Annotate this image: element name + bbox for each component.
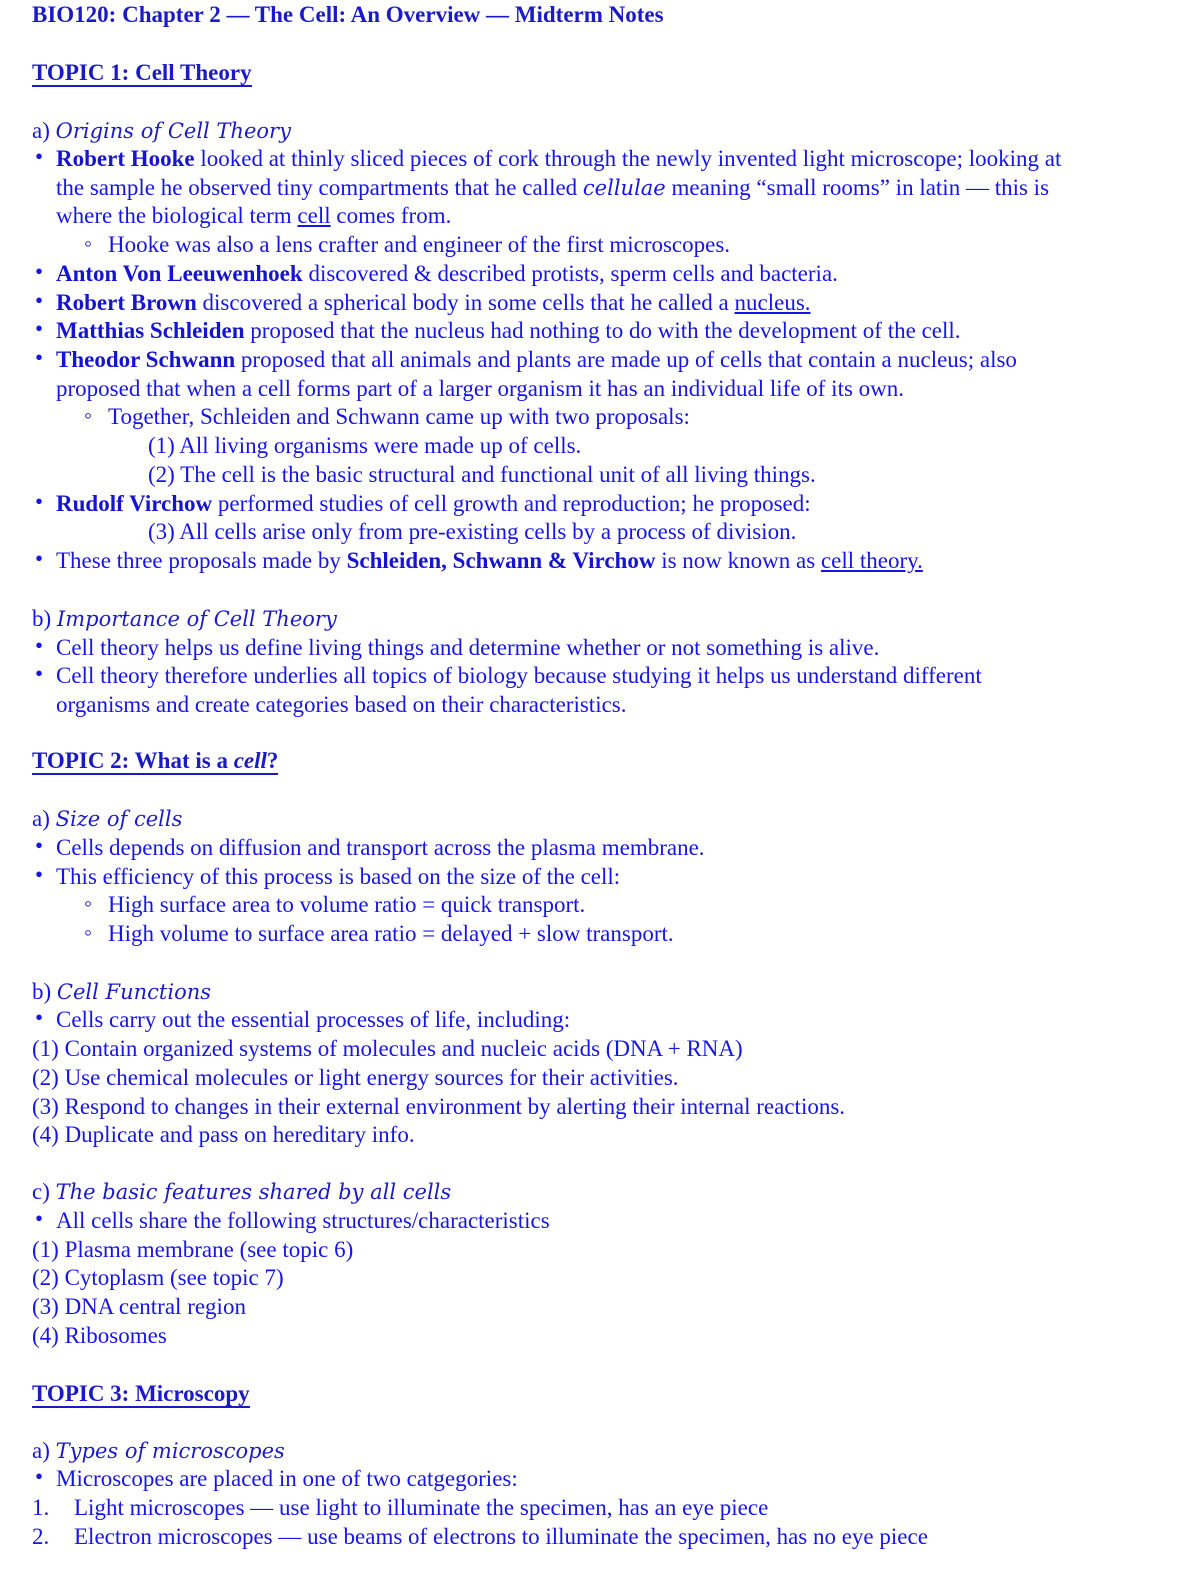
section-label: a) <box>32 118 50 143</box>
bullet-icon: • <box>34 633 44 658</box>
type-1: Light microscopes — use light to illuminate the specimen, has an eye piece <box>74 1495 769 1520</box>
importance-2b: organisms and create categories based on their characteristics. <box>56 692 627 717</box>
bullet-icon: • <box>34 259 44 284</box>
section-label: b) <box>32 979 52 1004</box>
sub-bullet-icon: ◦ <box>84 231 93 256</box>
section-title: Importance of Cell Theory <box>56 607 337 631</box>
sub-bullet-icon: ◦ <box>84 920 93 945</box>
func-intro: Cells carry out the essential processes of life, including: <box>56 1007 571 1032</box>
schwann-line1 <box>56 345 1017 374</box>
topic1-section-b <box>32 604 337 634</box>
bullet-icon: • <box>34 345 44 370</box>
schwann-text: proposed that all animals and plants are made up of cells that contain a nucleus; also <box>235 347 1017 372</box>
section-label: b) <box>32 606 52 631</box>
func-2: (2) Use chemical molecules or light energy sources for their activities. <box>32 1065 679 1090</box>
hooke-text: meaning “small rooms” in latin — this is <box>665 175 1050 200</box>
proposal-1: (1) All living organisms were made up of cells. <box>148 433 582 458</box>
size-1: Cells depends on diffusion and transport across the plasma membrane. <box>56 835 705 860</box>
topic2-heading-cell: cell <box>233 748 267 773</box>
sub-bullet-icon: ◦ <box>84 891 93 916</box>
brown-name: Robert Brown <box>56 290 197 315</box>
topic1-heading: TOPIC 1: Cell Theory <box>32 60 252 85</box>
topic2-section-c <box>32 1177 451 1207</box>
feat-intro: All cells share the following structures/characteristics <box>56 1208 550 1233</box>
bullet-icon: • <box>34 546 44 571</box>
leeuwenhoek-name: Anton Von Leeuwenhoek <box>56 261 303 286</box>
type-2: Electron microscopes — use beams of electrons to illuminate the specimen, has no eye piece <box>74 1524 928 1549</box>
topic2-heading-qmark: ? <box>266 748 279 773</box>
bullet-icon: • <box>34 862 44 887</box>
hooke-line3 <box>56 201 451 230</box>
bullet-icon: • <box>34 1464 44 1489</box>
type1-number: 1. <box>32 1495 50 1520</box>
feat-2: (2) Cytoplasm (see topic 7) <box>32 1265 284 1290</box>
document-title: BIO120: Chapter 2 — The Cell: An Overview — Midterm Notes <box>32 2 664 27</box>
topic1-heading-wrap <box>32 58 252 87</box>
schleiden-name: Matthias Schleiden <box>56 318 245 343</box>
section-title: Origins of Cell Theory <box>55 119 291 143</box>
hooke-text: looked at thinly sliced pieces of cork through the newly invented light microscope; looking at <box>194 146 1062 171</box>
section-title: Cell Functions <box>56 980 212 1004</box>
bullet-icon: • <box>34 1206 44 1231</box>
topic3-heading-wrap <box>32 1379 250 1408</box>
virchow-text: performed studies of cell growth and reproduction; he proposed: <box>212 491 811 516</box>
schwann-line2: proposed that when a cell forms part of a larger organism it has an individual life of its own. <box>56 376 905 401</box>
topic3-heading: TOPIC 3: Microscopy <box>32 1381 250 1406</box>
topic2-heading-text: TOPIC 2: What is a <box>32 748 234 773</box>
bullet-icon: • <box>34 833 44 858</box>
hooke-text: where the biological term <box>56 203 298 228</box>
topic1-section-a <box>32 116 291 146</box>
bullet-icon: • <box>34 288 44 313</box>
nucleus-term: nucleus. <box>734 290 811 315</box>
size-sub-1: High surface area to volume ratio = quick transport. <box>108 892 586 917</box>
cell-theory-term: cell theory. <box>820 548 923 573</box>
schleiden-line <box>56 316 961 345</box>
size-2: This efficiency of this process is based on the size of the cell: <box>56 864 621 889</box>
types-intro: Microscopes are placed in one of two catgegories: <box>56 1466 518 1491</box>
three-proposals-line <box>56 546 923 575</box>
bullet-icon: • <box>34 316 44 341</box>
brown-line <box>56 288 811 317</box>
three-text: These three proposals made by <box>56 548 347 573</box>
feat-3: (3) DNA central region <box>32 1294 246 1319</box>
hooke-line1 <box>56 144 1061 173</box>
leeuwenhoek-line <box>56 259 838 288</box>
virchow-name: Rudolf Virchow <box>56 491 213 516</box>
importance-2a: Cell theory therefore underlies all topics of biology because studying it helps us understand different <box>56 663 982 688</box>
hooke-line2 <box>56 173 1049 203</box>
leeuwenhoek-text: discovered & described protists, sperm cells and bacteria. <box>302 261 838 286</box>
three-text: is now known as <box>655 548 821 573</box>
schwann-name: Theodor Schwann <box>56 347 236 372</box>
topic2-section-a <box>32 804 182 834</box>
func-4: (4) Duplicate and pass on hereditary info. <box>32 1122 415 1147</box>
section-title: Types of microscopes <box>55 1439 285 1463</box>
feat-1: (1) Plasma membrane (see topic 6) <box>32 1237 354 1262</box>
hooke-text: the sample he observed tiny compartments that he called <box>56 175 583 200</box>
hooke-sub: Hooke was also a lens crafter and engineer of the first microscopes. <box>108 232 731 257</box>
proposal-2: (2) The cell is the basic structural and functional unit of all living things. <box>148 462 816 487</box>
cell-term: cell <box>297 203 331 228</box>
section-label: c) <box>32 1179 50 1204</box>
virchow-line <box>56 489 811 518</box>
topic3-section-a <box>32 1436 285 1466</box>
feat-4: (4) Ribosomes <box>32 1323 167 1348</box>
importance-1: Cell theory helps us define living things and determine whether or not something is alive. <box>56 635 880 660</box>
size-sub-2: High volume to surface area ratio = delayed + slow transport. <box>108 921 674 946</box>
bullet-icon: • <box>34 144 44 169</box>
bullet-icon: • <box>34 661 44 686</box>
proposal-3: (3) All cells arise only from pre-existing cells by a process of division. <box>148 519 797 544</box>
bullet-icon: • <box>34 1005 44 1030</box>
section-label: a) <box>32 806 50 831</box>
topic2-heading-wrap <box>32 746 278 775</box>
section-title: Size of cells <box>55 807 183 831</box>
topic2-section-b <box>32 977 211 1007</box>
type2-number: 2. <box>32 1524 50 1549</box>
section-title: The basic features shared by all cells <box>55 1180 452 1204</box>
together-line: Together, Schleiden and Schwann came up with two proposals: <box>108 404 690 429</box>
func-3: (3) Respond to changes in their external environment by alerting their internal reactions. <box>32 1094 846 1119</box>
bullet-icon: • <box>34 489 44 514</box>
func-1: (1) Contain organized systems of molecules and nucleic acids (DNA + RNA) <box>32 1036 743 1061</box>
schleiden-text: proposed that the nucleus had nothing to do with the development of the cell. <box>244 318 961 343</box>
sub-bullet-icon: ◦ <box>84 403 93 428</box>
three-names: Schleiden, Schwann & Virchow <box>346 548 656 573</box>
topic2-heading <box>32 748 278 775</box>
brown-text: discovered a spherical body in some cells that he called a <box>196 290 735 315</box>
cellulae-term: cellulae <box>582 176 666 200</box>
hooke-text: comes from. <box>330 203 452 228</box>
hooke-name: Robert Hooke <box>56 146 195 171</box>
section-label: a) <box>32 1438 50 1463</box>
